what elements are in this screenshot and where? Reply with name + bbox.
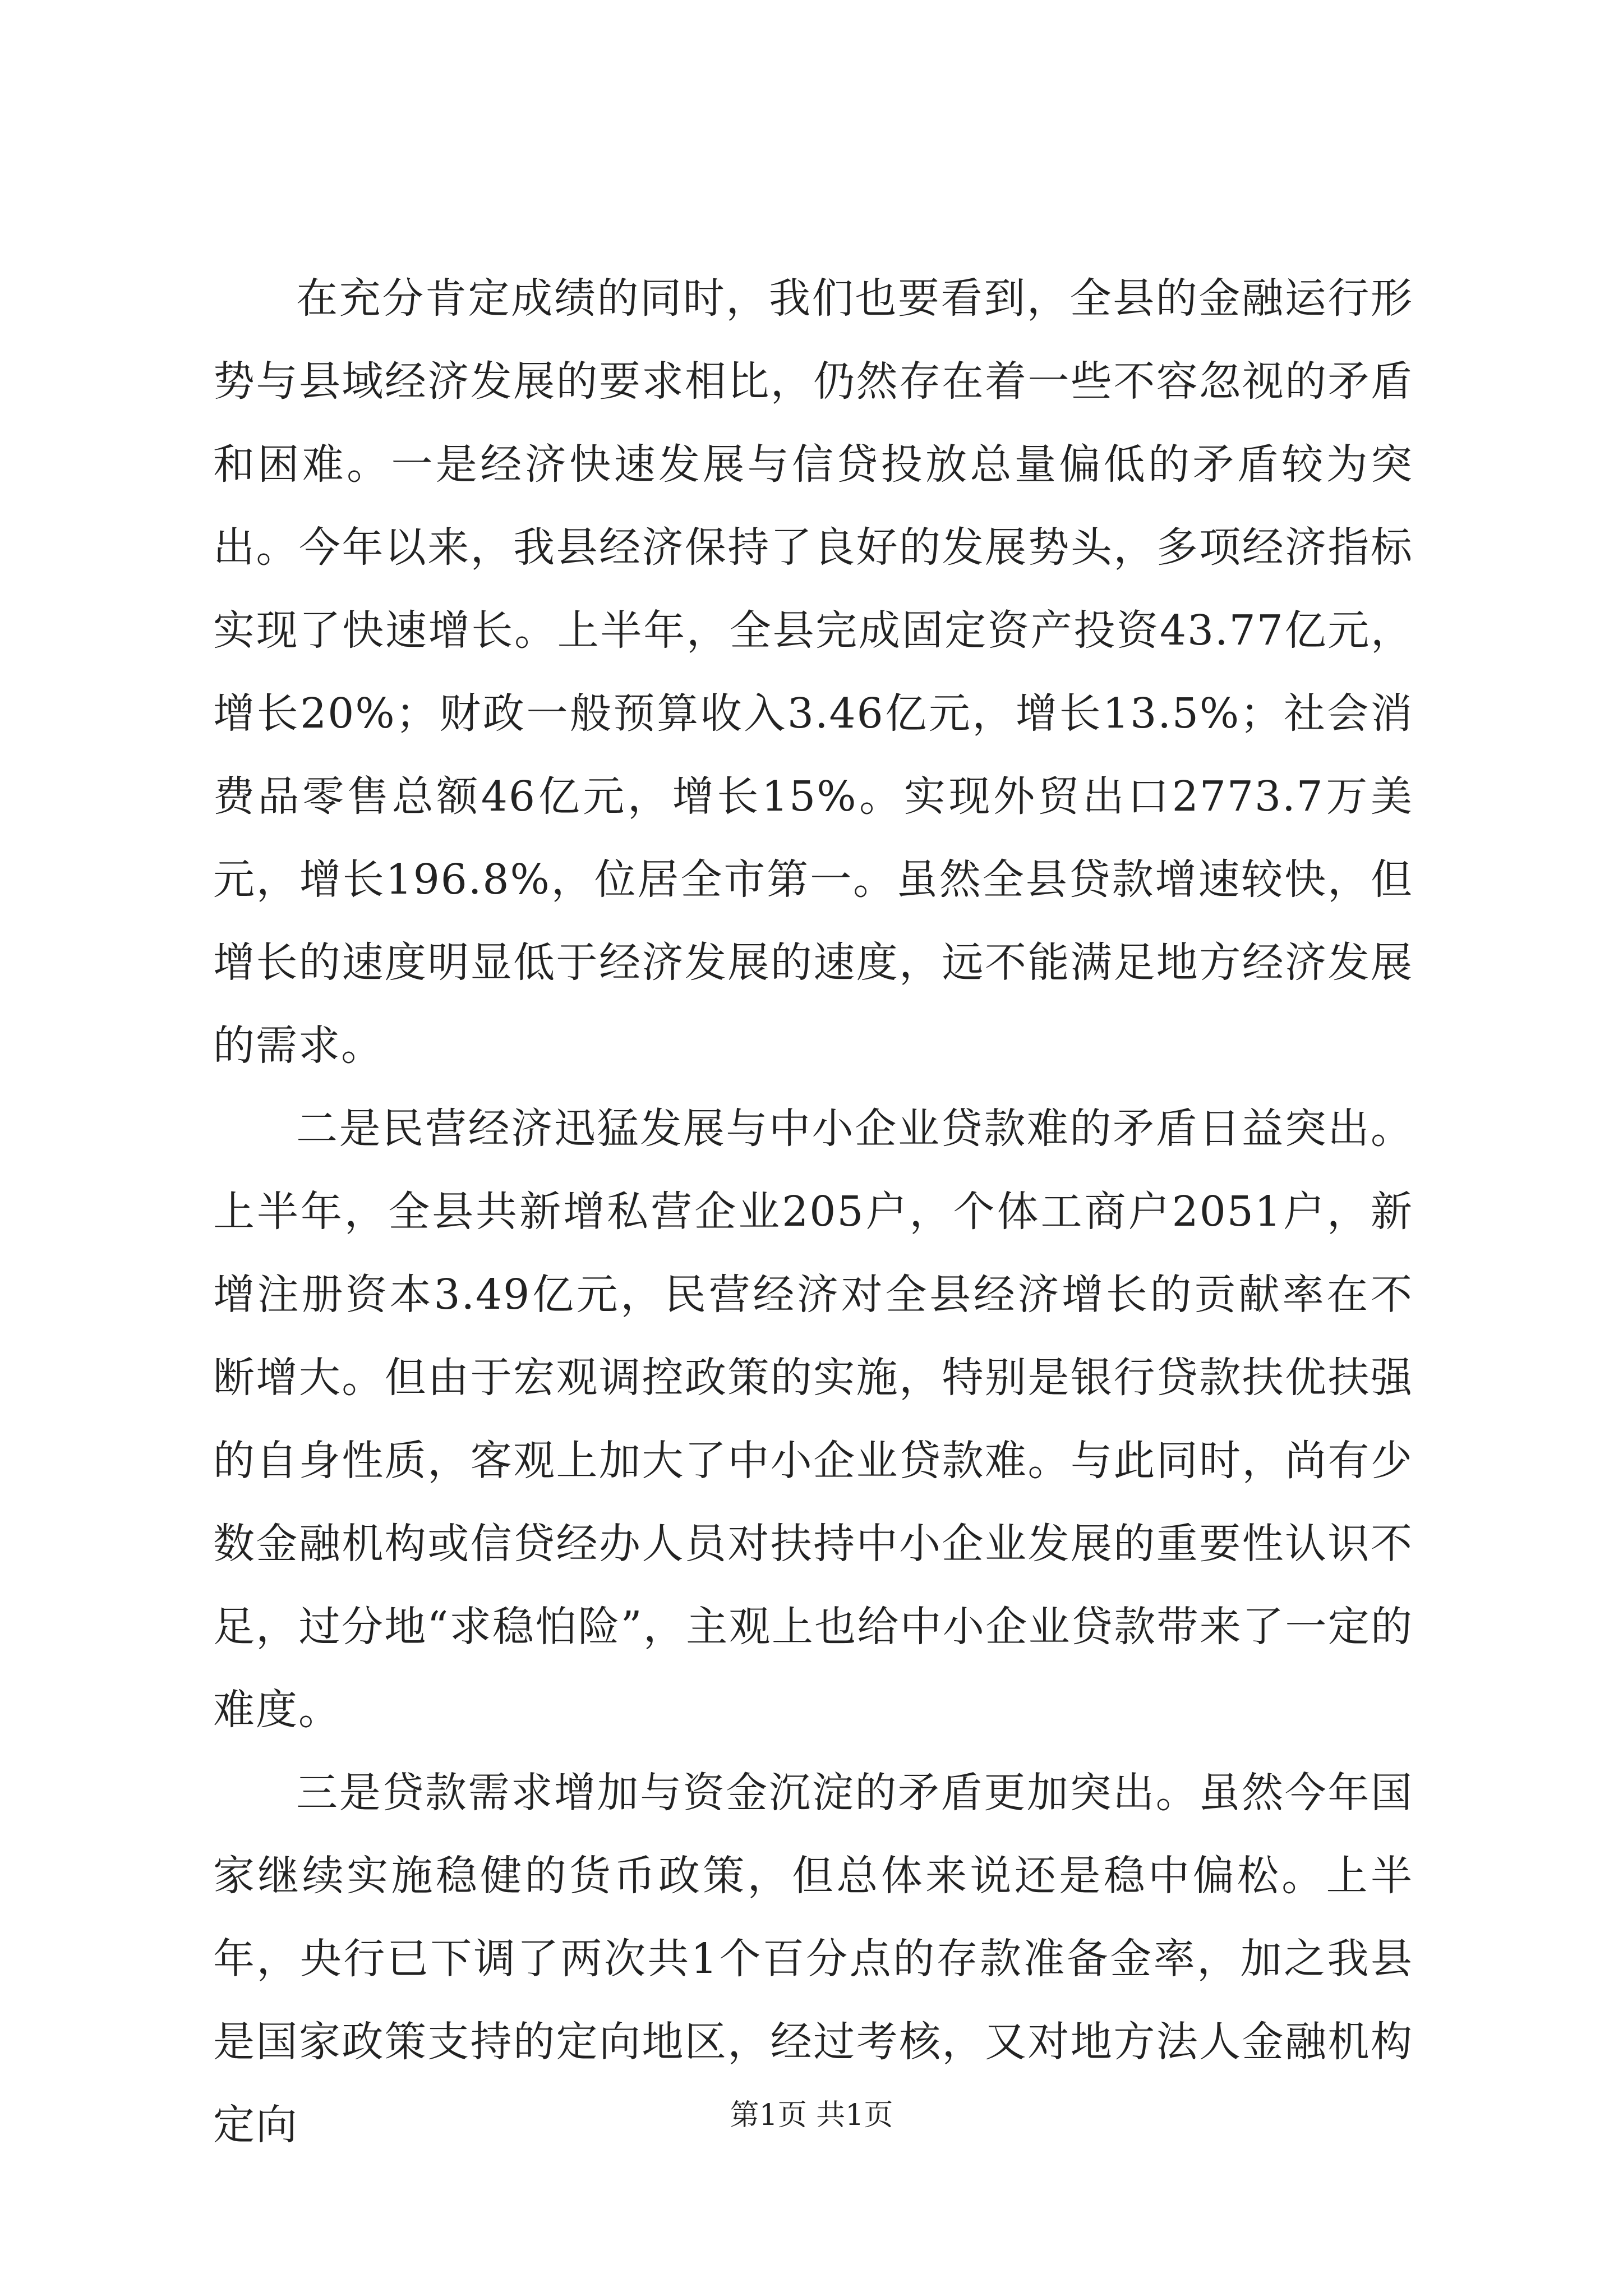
paragraph-1: 在充分肯定成绩的同时，我们也要看到，全县的金融运行形势与县域经济发展的要求相比，仍然存在着一些不容忽视的矛盾和困难。一是经济快速发展与信贷投放总量偏低的矛盾较为突出。今年以来，我县经济保持了良好的发展势头，多项经济指标实现了快速增长。上半年，全县完成固定资产投资43.77亿元，增长20%；财政一般预算收入3.46亿元，增长13.5%；社会消费品零售总额46亿元，增长15%。实现外贸出口2773.7万美元，增长196.8%，位居全市第一。虽然全县贷款增速较快，但增长的速度明显低于经济发展的速度，远不能满足地方经济发展的需求。 — [213, 274, 1413, 1070]
page-footer: 第1页 共1页 — [730, 2099, 893, 2132]
paragraph-2: 二是民营经济迅猛发展与中小企业贷款难的矛盾日益突出。上半年，全县共新增私营企业205户，个体工商户2051户，新增注册资本3.49亿元，民营经济对全县经济增长的贡献率在不断增大。但由于宏观调控政策的实施，特别是银行贷款扶优扶强的自身性质，客观上加大了中小企业贷款难。与此同时，尚有少数金融机构或信贷经办人员对扶持中小企业发展的重要性认识不足，过分地“求稳怕险”，主观上也给中小企业贷款带来了一定的难度。 — [213, 1105, 1413, 1734]
paragraph-3: 三是贷款需求增加与资金沉淀的矛盾更加突出。虽然今年国家继续实施稳健的货币政策，但总体来说还是稳中偏松。上半年，央行已下调了两次共1个百分点的存款准备金率，加之我县是国家政策支持的定向地区，经过考核，又对地方法人金融机构定向 — [213, 1769, 1413, 2149]
body-text — [213, 257, 1413, 2166]
